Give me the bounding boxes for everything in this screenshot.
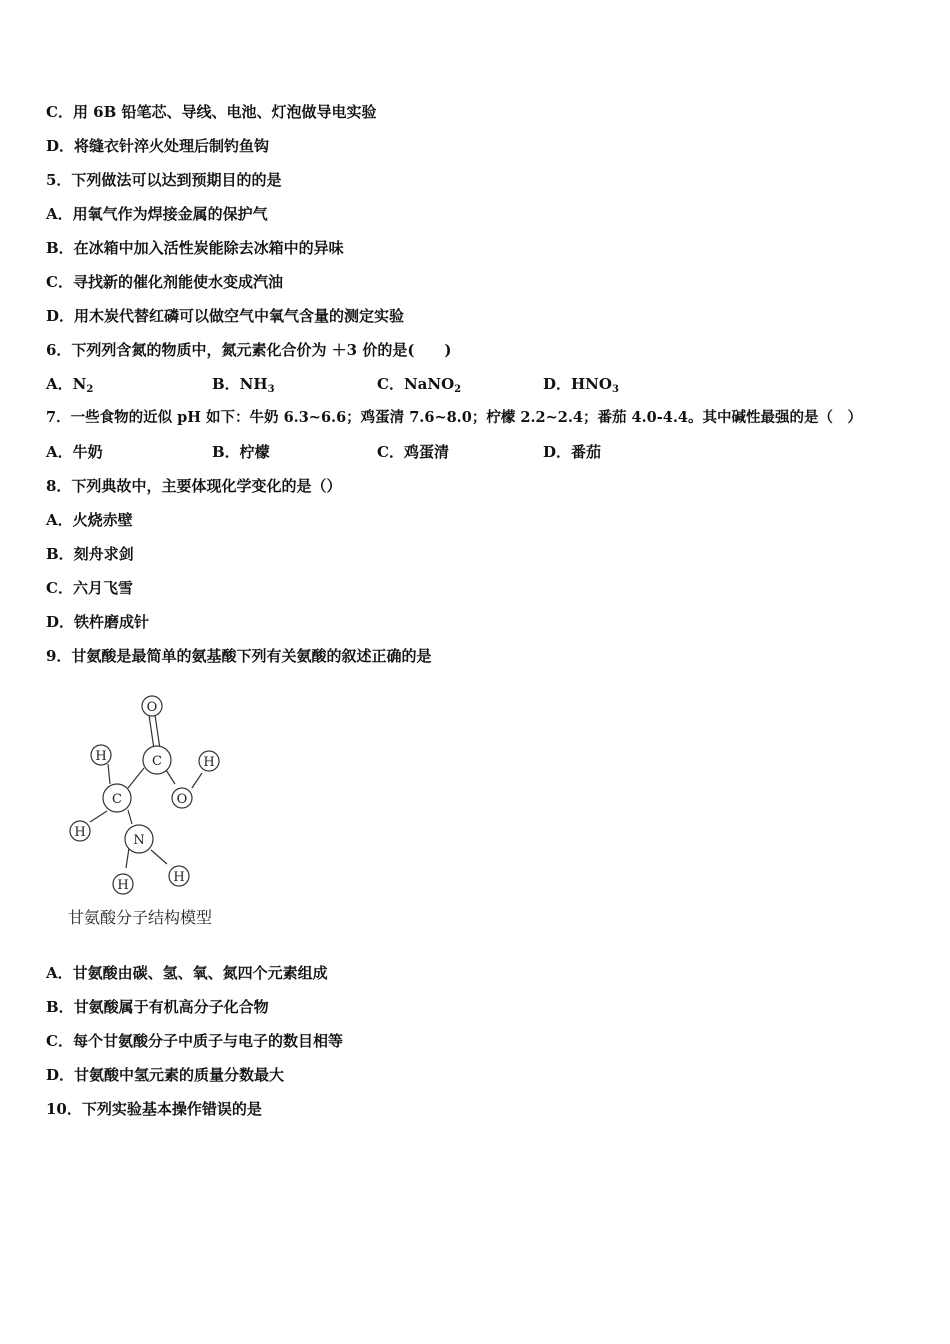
q6-option-b: B．$NH_3$ — [212, 375, 275, 395]
option-d-prev: D．将缝衣针淬火处理后制钓鱼钩 — [46, 137, 270, 155]
question-6: 6．下列列含氮的物质中，氮元素化合价为 ＋3 价的是( ) — [46, 341, 452, 359]
q8-option-c: C．六月飞雪 — [46, 579, 133, 597]
option-5c-prev: C．用 6B 铅笔芯、导线、电池、灯泡做导电实验 — [46, 103, 377, 121]
question-5: 5．下列做法可以达到预期目的的是 — [46, 171, 282, 189]
q6-option-d: D．$HNO_3$ — [543, 375, 619, 395]
atom-h-n2-label: H — [173, 870, 185, 885]
q7-option-b: B．柠檬 — [212, 443, 270, 461]
atom-c-upper-label: C — [152, 754, 162, 769]
q6-option-a: A．$N_2$ — [46, 375, 94, 395]
atom-o-right-label: O — [176, 792, 188, 807]
atom-n-label: N — [133, 833, 145, 848]
q5-option-c: C．寻找新的催化剂能使水变成汽油 — [46, 273, 283, 291]
atom-h-lower-left-label: H — [74, 825, 86, 840]
atom-o-top-label: O — [146, 700, 158, 715]
q8-option-d: D．铁杵磨成针 — [46, 613, 150, 631]
question-10: 10．下列实验基本操作错误的是 — [46, 1100, 262, 1118]
q5-option-d: D．用木炭代替红磷可以做空气中氧气含量的测定实验 — [46, 307, 405, 325]
q7-option-a: A．牛奶 — [46, 443, 103, 461]
question-7: 7．一些食物的近似 pH 如下：牛奶 6.3~6.6；鸡蛋清 7.6~8.0；柠檬 2.2~2.4；番茄 4.0-4.4。其中碱性最强的是（ ） — [46, 409, 862, 426]
q9-option-a: A．甘氨酸由碳、氢、氧、氮四个元素组成 — [46, 964, 328, 982]
question-8: 8．下列典故中，主要体现化学变化的是（） — [46, 477, 342, 495]
q8-option-b: B．刻舟求剑 — [46, 545, 134, 563]
diagram-caption: 甘氨酸分子结构模型 — [68, 908, 213, 927]
q6-option-c: C．NaNO$_2$ — [377, 375, 462, 395]
atom-h-right-label: H — [203, 755, 215, 770]
q7-option-d: D．番茄 — [543, 443, 602, 461]
atom-h-n1-label: H — [117, 878, 129, 893]
question-9: 9．甘氨酸是最简单的氨基酸下列有关氨酸的叙述正确的是 — [46, 647, 432, 665]
q5-option-a: A．用氧气作为焊接金属的保护气 — [46, 205, 268, 223]
q9-option-c: C．每个甘氨酸分子中质子与电子的数目相等 — [46, 1032, 343, 1050]
glycine-molecule-diagram — [60, 688, 240, 903]
q8-option-a: A．火烧赤壁 — [46, 511, 133, 529]
atom-c-lower-label: C — [112, 792, 122, 807]
q9-option-d: D．甘氨酸中氢元素的质量分数最大 — [46, 1066, 285, 1084]
atom-h-left-label: H — [95, 749, 107, 764]
q9-option-b: B．甘氨酸属于有机高分子化合物 — [46, 998, 269, 1016]
q7-option-c: C．鸡蛋清 — [377, 443, 449, 461]
q5-option-b: B．在冰箱中加入活性炭能除去冰箱中的异味 — [46, 239, 344, 257]
